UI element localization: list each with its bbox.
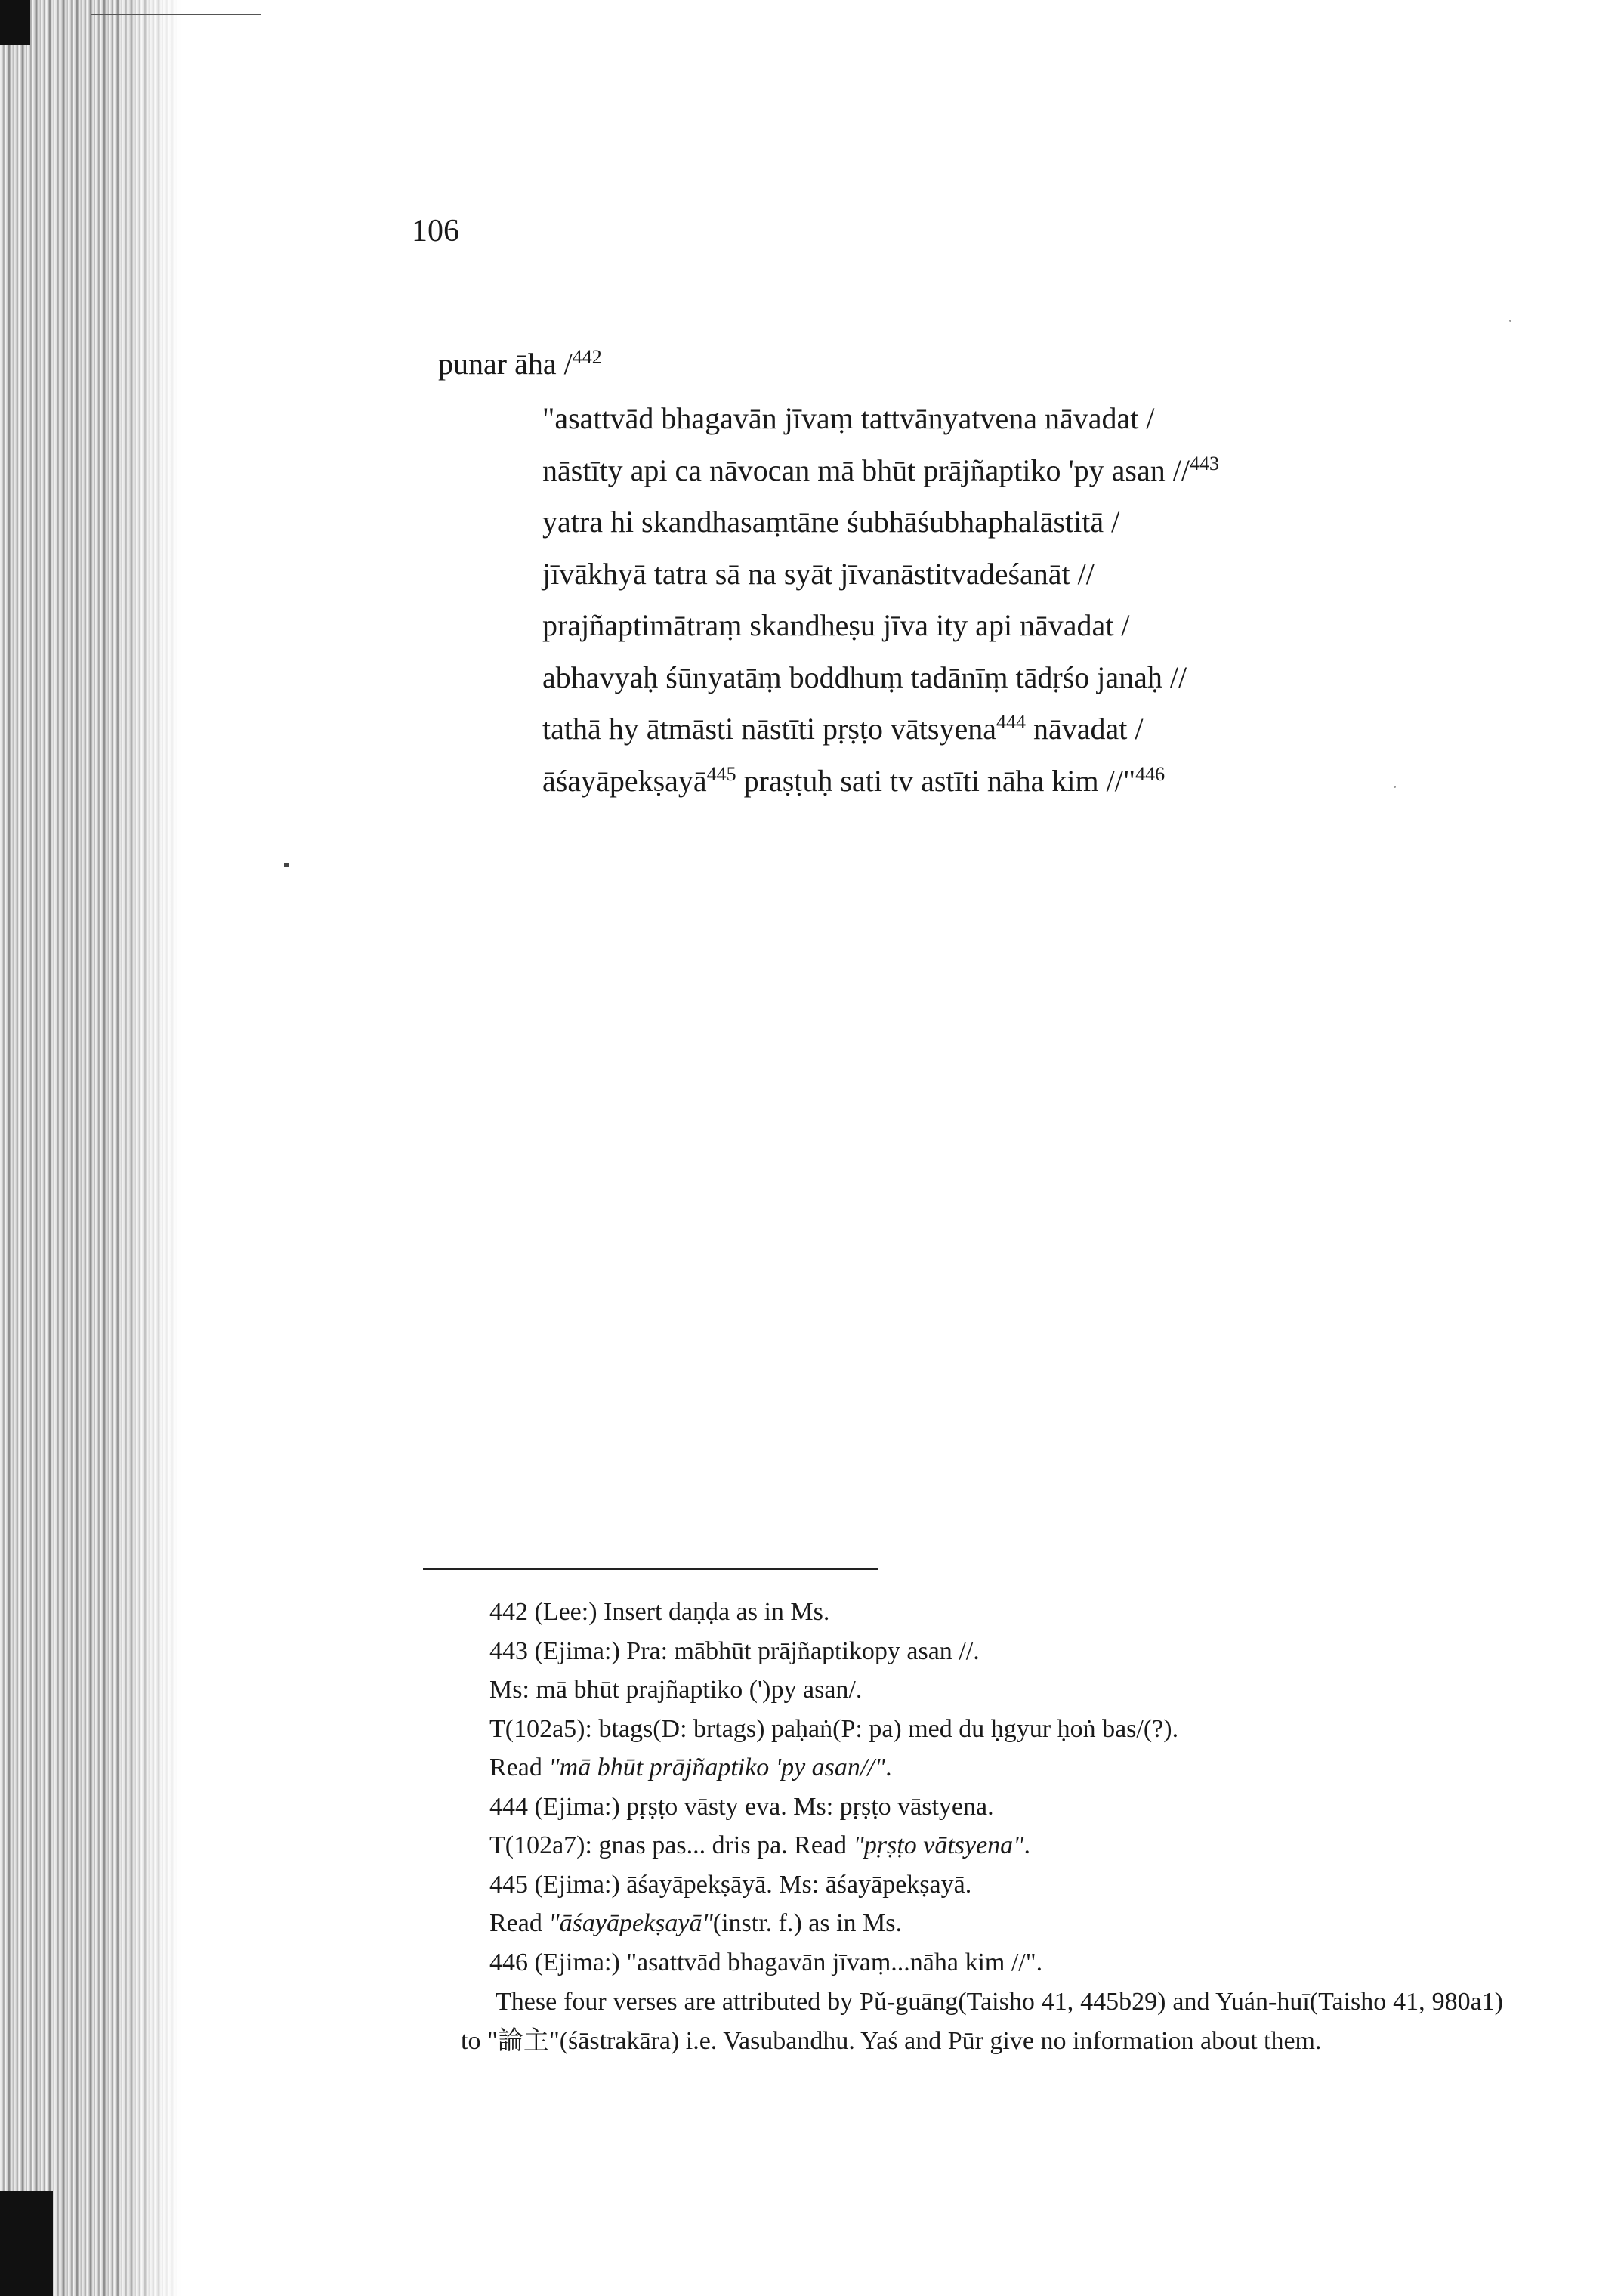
footnote-rule [423,1568,878,1570]
scan-speck [284,863,289,867]
footnote-line: 445 (Ejima:) āśayāpekṣāyā. Ms: āśayāpekṣayā. [489,1870,972,1899]
footnote-ref: 442 [572,346,602,368]
footnote-line: 442 (Lee:) Insert daṇḍa as in Ms. [489,1598,830,1626]
scan-speck [1394,786,1396,788]
verse-line: nāstīty api ca nāvocan mā bhūt prājñaptiko 'py asan //$^{443}$ [542,452,1219,487]
footnote-line: Read "āśayāpekṣayā"(instr. f.) as in Ms. [489,1909,903,1937]
page-number: 106 [412,214,459,249]
reading-italic: "mā bhūt prājñaptiko 'py asan//" [548,1754,886,1781]
footnote-line: T(102a5): btags(D: brtags) paḥaṅ(P: pa) med du ḥgyur ḥoṅ bas/(?). [489,1714,1179,1743]
intro-text: punar āha / [438,347,573,381]
intro-line [438,346,602,382]
verse-line: yatra hi skandhasaṃtāne śubhāśubhaphalāstitā / [542,505,1120,539]
footnote-line: Read "mā bhūt prājñaptiko 'py asan//". [489,1754,892,1781]
verse-line: āśayāpekṣayā$^{445}$ praṣṭuḥ sati tv astīti nāha kim //"$^{446}$ [542,762,1166,798]
verse-line: tathā hy ātmāsti nāstīti pṛṣṭo vātsyena$^{444}$ nāvadat / [542,711,1144,746]
footnote-line: 446 (Ejima:) "asattvād bhagavān jīvaṃ...nāha kim //". [489,1948,1043,1976]
verse-line: "asattvād bhagavān jīvaṃ tattvānyatvena nāvadat / [542,401,1155,435]
footnote-ref: 443 [1189,452,1219,474]
reading-italic: "āśayāpekṣayā" [548,1909,713,1937]
footnote-line: T(102a7): gnas pas... dris pa. Read "pṛṣṭo vātsyena". [489,1831,1030,1859]
footnote-ref: 444 [996,711,1026,733]
verse-line: jīvākhyā tatra sā na syāt jīvanāstitvadeśanāt // [542,556,1095,591]
gutter-fade [113,0,181,2296]
footnote-paragraph-text: These four verses are attributed by Pǔ-guāng(Taisho 41, 445b29) and Yuán-huī(Taisho 41, 980a1) to "論主"(śāstrakāra) i.e. Vasubandhu. Yaś and Pūr give no information about them. [461,1988,1503,2055]
footnote-paragraph [461,1982,1503,2061]
footnotes [489,1593,1502,1982]
footnote-line: 444 (Ejima:) pṛṣṭo vāsty eva. Ms: pṛṣṭo vāstyena. [489,1792,994,1821]
footnote-ref: 446 [1135,762,1166,785]
scan-speck [1509,320,1511,322]
footnote-line: 443 (Ejima:) Pra: mābhūt prājñaptikopy asan //. [489,1636,980,1665]
reading-italic: "pṛṣṭo vātsyena" [853,1831,1024,1859]
gutter-shadow-top [0,0,30,45]
footnote-ref: 445 [706,762,736,785]
gutter-shadow [0,2191,53,2296]
verse-line: abhavyaḥ śūnyatāṃ boddhuṃ tadānīṃ tādṛśo janaḥ // [542,660,1187,694]
scan-edge-line [91,14,261,15]
footnote-line: Ms: mā bhūt prajñaptiko (')py asan/. [489,1676,863,1704]
verse-line: prajñaptimātraṃ skandheṣu jīva ity api nāvadat / [542,608,1130,642]
verse-block [542,393,1219,807]
